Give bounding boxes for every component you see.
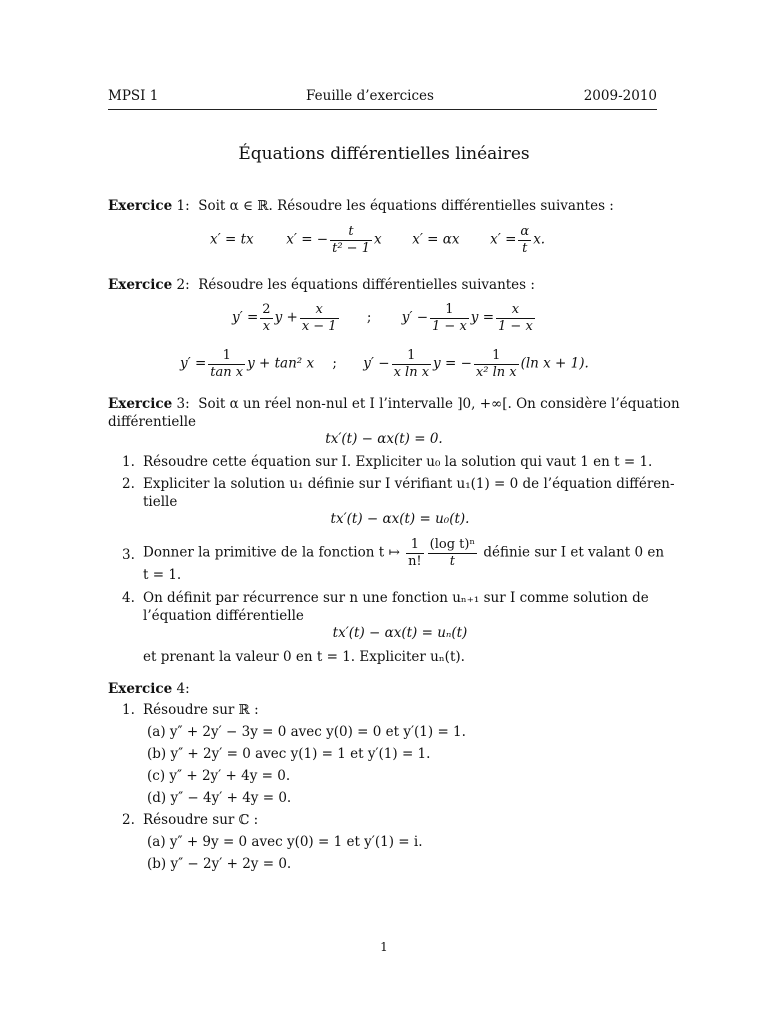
- header-right: 2009-2010: [583, 88, 657, 104]
- exercise-2-label: Exercice: [108, 277, 173, 293]
- header-left: MPSI 1: [108, 88, 159, 104]
- exercise-3-line-2: différentielle: [108, 414, 197, 430]
- exercise-3-item-4: On définit par récurrence sur n une fonction uₙ₊₁ sur I comme solution de: [143, 590, 649, 606]
- exercise-4-part-1: Résoudre sur ℝ :: [143, 702, 259, 718]
- exercise-2-row-2: y′ = $\frac{1}{\text{tan x}}$ y + tan² x ; y′ − $\frac{1}{\text{x ln x}}$ y = − $\frac{1}{\text{x² ln x}}$ (ln x + 1).: [180, 348, 589, 380]
- exercise-2-statement: Exercice 2: Résoudre les équations différentielles suivantes :: [108, 277, 535, 293]
- exercise-3-item-1-number: 1.: [122, 454, 135, 470]
- eq-1: x′ = tx: [210, 231, 254, 248]
- exercise-1-text: Soit α ∈ ℝ. Résoudre les équations différentielles suivantes :: [198, 198, 614, 214]
- exercise-3-item-1: Résoudre cette équation sur I. Expliciter u₀ la solution qui vaut 1 en t = 1.: [143, 454, 653, 470]
- exercise-4-item-a: (a) y″ + 2y′ − 3y = 0 avec y(0) = 0 et y′(1) = 1.: [147, 724, 466, 740]
- exercise-4-label: Exercice: [108, 681, 173, 697]
- exercise-4-item-2b: (b) y″ − 2y′ + 2y = 0.: [147, 856, 292, 872]
- exercise-3-item-2-equation: tx′(t) − αx(t) = u₀(t).: [330, 511, 470, 527]
- exercise-4-part-2-number: 2.: [122, 812, 135, 828]
- exercise-1-label: Exercice: [108, 198, 173, 214]
- page-number: 1: [380, 940, 388, 954]
- exercise-4-item-d: (d) y″ − 4y′ + 4y = 0.: [147, 790, 292, 806]
- exercise-2-row-1: y′ = $\frac{2}{x}$ y + $\frac{x}{x - 1}$ ; y′ − $\frac{1}{1 - x}$ y = $\frac{x}{1 - x}$: [232, 302, 533, 334]
- exercise-4-item-b: (b) y″ + 2y′ = 0 avec y(1) = 1 et y′(1) = 1.: [147, 746, 431, 762]
- exercise-4-item-c: (c) y″ + 2y′ + 4y = 0.: [147, 768, 291, 784]
- exercise-4-statement: Exercice 4:: [108, 681, 190, 697]
- exercise-3-item-2: Expliciter la solution u₁ définie sur I vérifiant u₁(1) = 0 de l’équation différen-: [143, 476, 675, 492]
- exercise-3-item-4-equation: tx′(t) − αx(t) = uₙ(t): [332, 625, 468, 641]
- exercise-4-item-2a: (a) y″ + 9y = 0 avec y(0) = 1 et y′(1) = i.: [147, 834, 423, 850]
- exercise-3-item-2-number: 2.: [122, 476, 135, 492]
- exercise-3-statement: Exercice 3: Soit α un réel non-nul et I l’intervalle ]0, +∞[. On considère l’équation: [108, 396, 680, 412]
- eq-3: x′ = αx: [412, 231, 460, 248]
- exercise-3-label: Exercice: [108, 396, 173, 412]
- eq-2-fraction: $\frac{t}{\text{t² − 1}}$: [332, 224, 370, 256]
- exercise-3-item-4-number: 4.: [122, 590, 135, 606]
- exercise-3-equation: tx′(t) − αx(t) = 0.: [325, 431, 443, 447]
- exercise-3-item-3: Donner la primitive de la fonction t ↦ $\frac{1}{n!}$ $\frac{\text{(log t)ⁿ}}{t}$ définie sur I et valant 0 en: [143, 537, 665, 569]
- header-rule: [108, 109, 657, 110]
- eq-4-fraction: $\frac{\alpha}{t}$: [520, 224, 530, 256]
- exercise-1-statement: Exercice 1: Soit α ∈ ℝ. Résoudre les équations différentielles suivantes :: [108, 198, 614, 214]
- header-center: Feuille d’exercices: [306, 88, 434, 104]
- exercise-1-equations: x′ = tx x′ = − $\frac{t}{\text{t² − 1}}$ x x′ = αx x′ = $\frac{\alpha}{t}$ x.: [210, 224, 546, 256]
- exercise-2-text: Résoudre les équations différentielles suivantes :: [198, 277, 535, 293]
- exercise-4-part-2: Résoudre sur ℂ :: [143, 812, 259, 828]
- exercise-3-item-3-number: 3.: [122, 547, 135, 563]
- exercise-4-part-1-number: 1.: [122, 702, 135, 718]
- page-title: Équations différentielles linéaires: [238, 144, 530, 164]
